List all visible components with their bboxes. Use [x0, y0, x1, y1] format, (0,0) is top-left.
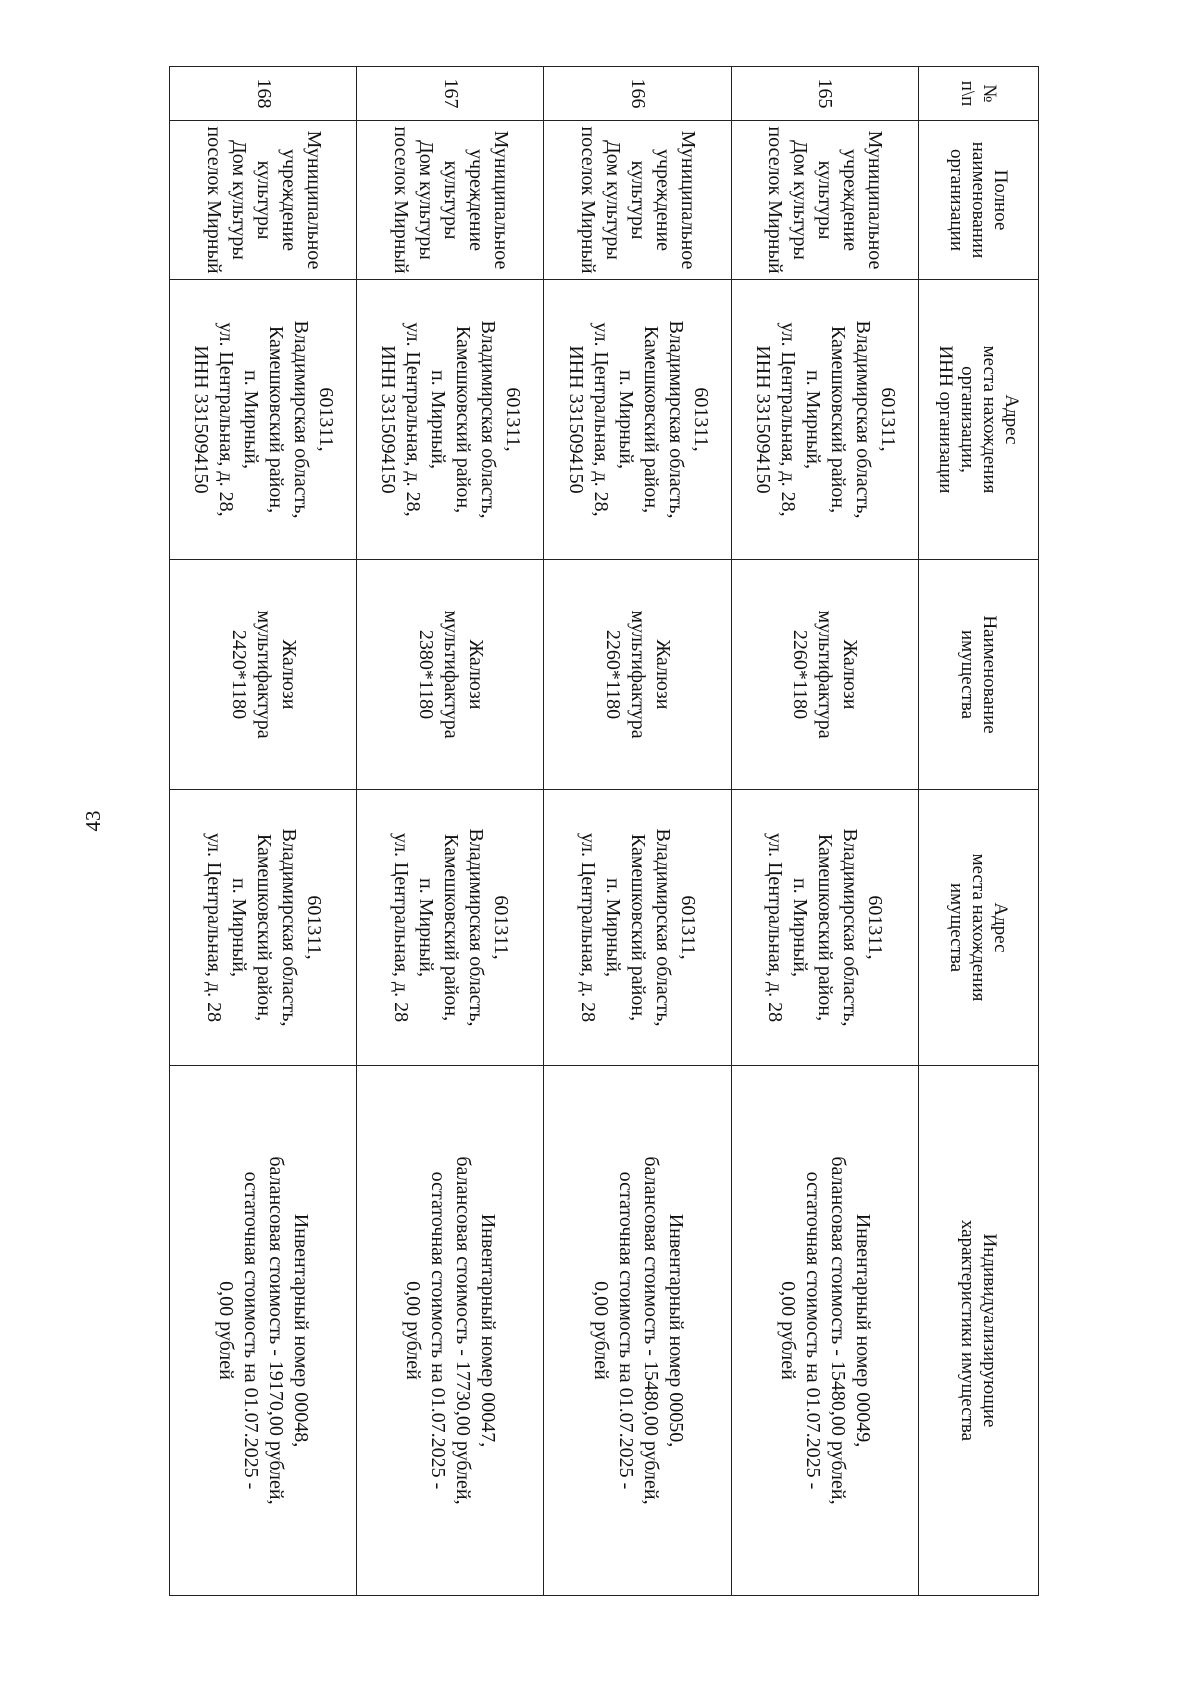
- header-characteristics: Индивидуализирующие характеристики имущества: [919, 1066, 1039, 1596]
- row-num: 167: [357, 67, 544, 121]
- row-item-name: Жалюзи мультифактура 2260*1180: [544, 560, 731, 790]
- table-header-row: [919, 67, 1039, 1596]
- row-item-address: 601311, Владимирская область, Камешковский район, п. Мирный, ул. Центральная, д. 28: [731, 790, 918, 1066]
- row-item-address: 601311, Владимирская область, Камешковский район, п. Мирный, ул. Центральная, д. 28: [357, 790, 544, 1066]
- row-item-name: Жалюзи мультифактура 2260*1180: [731, 560, 918, 790]
- row-item-address: 601311, Владимирская область, Камешковский район, п. Мирный, ул. Центральная, д. 28: [544, 790, 731, 1066]
- row-org-name: Муниципальное учреждение культуры Дом культуры поселок Мирный: [544, 121, 731, 280]
- row-num: 166: [544, 67, 731, 121]
- property-register-table: [169, 66, 1039, 1596]
- row-org-address: 601311, Владимирская область, Камешковский район, п. Мирный, ул. Центральная, д. 28, ИНН 3315094150: [731, 280, 918, 560]
- row-num: 168: [170, 67, 357, 121]
- table-row: [170, 67, 357, 1596]
- row-org-address: 601311, Владимирская область, Камешковский район, п. Мирный, ул. Центральная, д. 28, ИНН 3315094150: [544, 280, 731, 560]
- row-org-address: 601311, Владимирская область, Камешковский район, п. Мирный, ул. Центральная, д. 28, ИНН 3315094150: [357, 280, 544, 560]
- row-characteristics: Инвентарный номер 00048, балансовая стоимость - 19170,00 рублей, остаточная стоимость на 01.07.2025 - 0,00 рублей: [170, 1066, 357, 1596]
- header-item-address: Адрес места нахождения имущества: [919, 790, 1039, 1066]
- header-org-name: Полное наименовании организации: [919, 121, 1039, 280]
- row-characteristics: Инвентарный номер 00049, балансовая стоимость - 15480,00 рублей, остаточная стоимость на 01.07.2025 - 0,00 рублей: [731, 1066, 918, 1596]
- table-row: [357, 67, 544, 1596]
- row-org-name: Муниципальное учреждение культуры Дом культуры поселок Мирный: [357, 121, 544, 280]
- row-item-name: Жалюзи мультифактура 2420*1180: [170, 560, 357, 790]
- row-org-name: Муниципальное учреждение культуры Дом культуры поселок Мирный: [731, 121, 918, 280]
- header-item-name: Наименование имущества: [919, 560, 1039, 790]
- page-number: 43: [81, 810, 105, 832]
- row-org-address: 601311, Владимирская область, Камешковский район, п. Мирный, ул. Центральная, д. 28, ИНН 3315094150: [170, 280, 357, 560]
- row-characteristics: Инвентарный номер 00050, балансовая стоимость - 15480,00 рублей, остаточная стоимость на 01.07.2025 - 0,00 рублей: [544, 1066, 731, 1596]
- row-characteristics: Инвентарный номер 00047, балансовая стоимость - 17730,00 рублей, остаточная стоимость на 01.07.2025 - 0,00 рублей: [357, 1066, 544, 1596]
- table-row: [544, 67, 731, 1596]
- row-item-name: Жалюзи мультифактура 2380*1180: [357, 560, 544, 790]
- row-org-name: Муниципальное учреждение культуры Дом культуры поселок Мирный: [170, 121, 357, 280]
- table-row: [731, 67, 918, 1596]
- header-num: № п\п: [919, 67, 1039, 121]
- row-item-address: 601311, Владимирская область, Камешковский район, п. Мирный, ул. Центральная, д. 28: [170, 790, 357, 1066]
- row-num: 165: [731, 67, 918, 121]
- header-org-address: Адрес места нахождения организации, ИНН организации: [919, 280, 1039, 560]
